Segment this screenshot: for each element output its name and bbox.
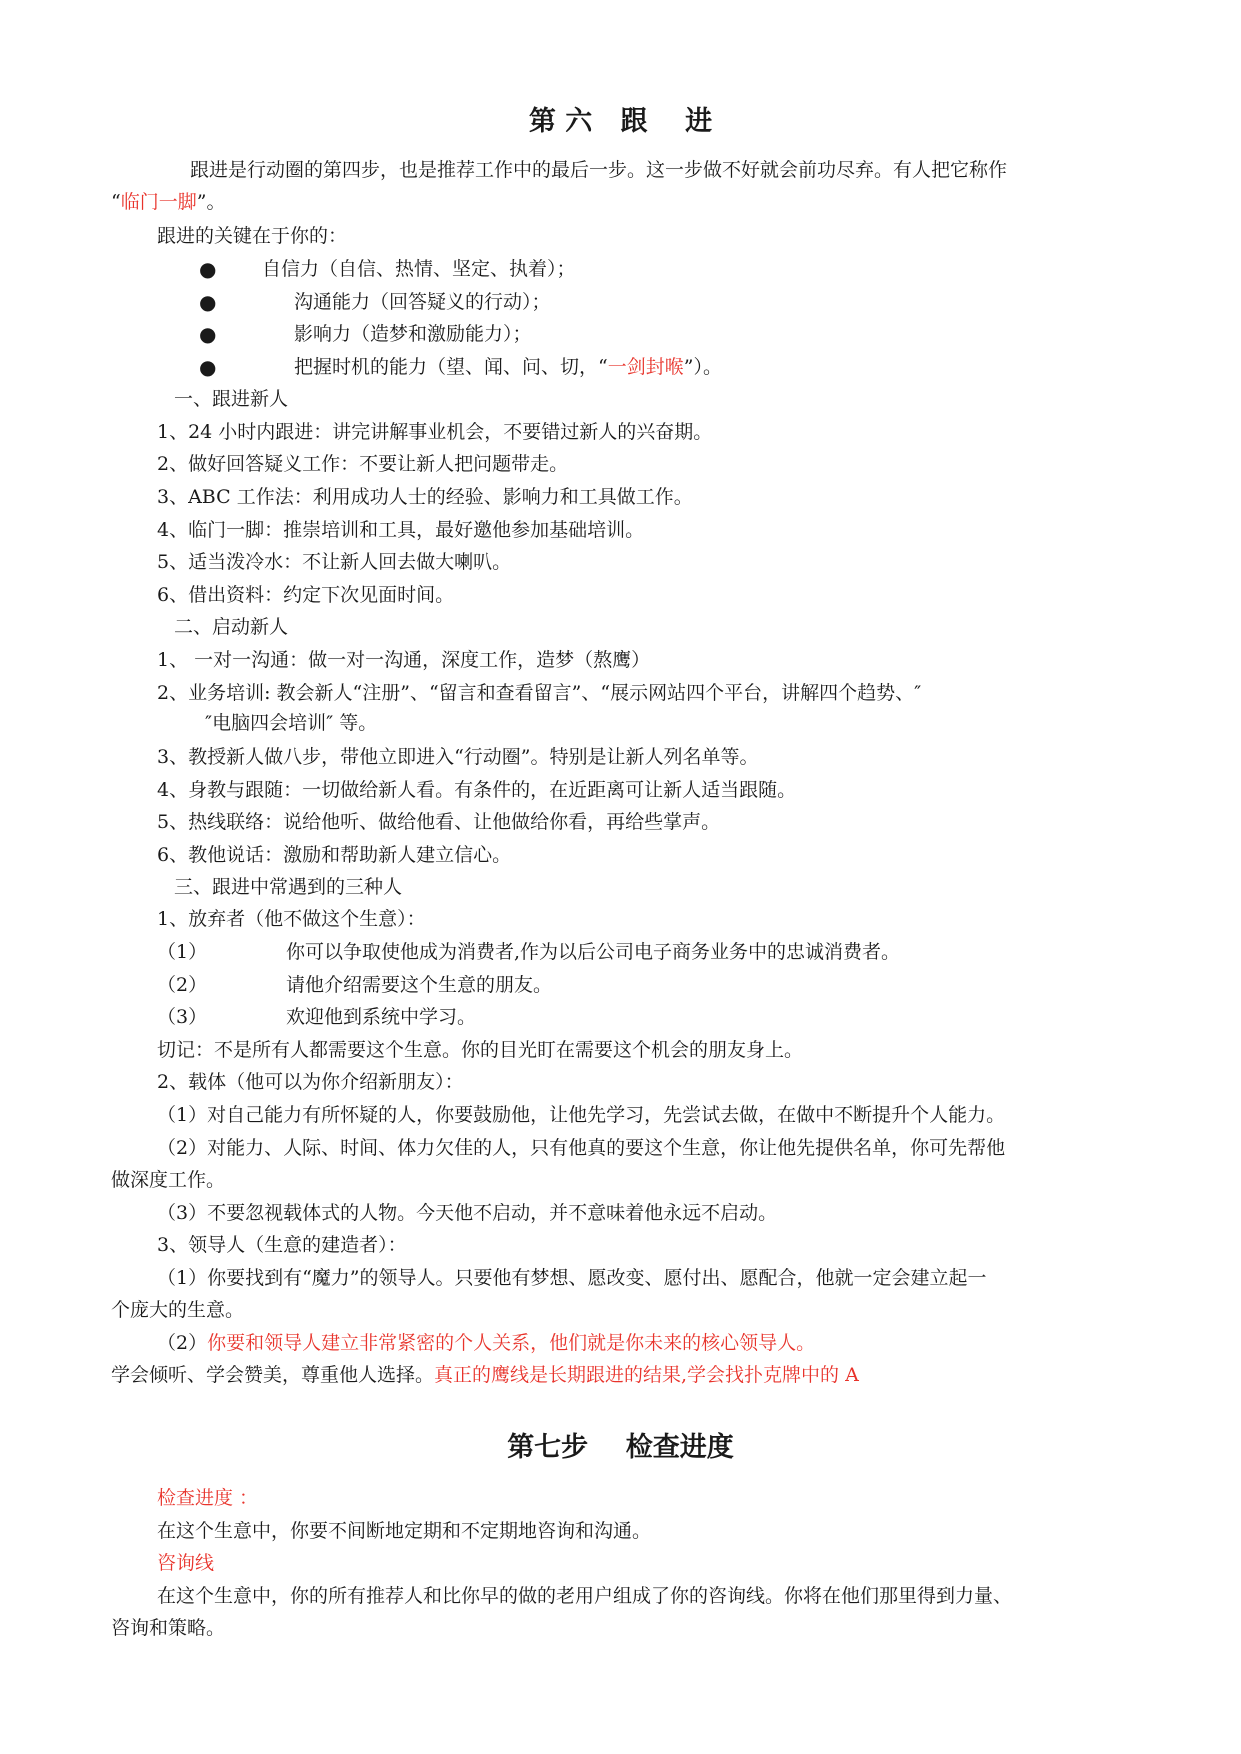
bullet-item: 沟通能力（回答疑义的行动）； [294,291,551,313]
list-item: 4、临门一脚：推崇培训和工具，最好邀他参加基础培训。 [157,519,645,541]
consult-line-text-continued: 咨询和策略。 [111,1617,226,1639]
list-item: 1、 一对一沟通：做一对一沟通，深度工作，造梦（熬鹰） [157,649,651,671]
list-item: 6、教他说话：激励和帮助新人建立信心。 [157,844,512,866]
carrier-item: （1）对自己能力有所怀疑的人，你要鼓励他，让他先学习，先尝试去做，在做中不断提升个人能力。 [157,1104,1006,1126]
leader-item-continued: 个庞大的生意。 [111,1299,245,1321]
consult-line-text: 在这个生意中，你的所有推荐人和比你早的做的老用户组成了你的咨询线。你将在他们那里得到力量、 [157,1585,1013,1607]
leader-item-number: （2） [157,1332,208,1354]
list-item: 3、教授新人做八步，带他立即进入“行动圈”。特别是让新人列名单等。 [157,746,759,768]
quote-open: “ [111,191,121,213]
highlight-one-sword: 一剑封喉 [607,356,684,378]
sub-item-number: （2） [157,974,208,996]
sub-item-number: （1） [157,941,208,963]
list-item: 5、适当泼冷水：不让新人回去做大喇叭。 [157,551,512,573]
leader-heading: 3、领导人（生意的建造者）： [157,1234,407,1256]
part2-heading: 二、启动新人 [174,616,289,638]
quote-close: ”。 [196,191,226,213]
bullet-icon: ● [199,322,217,346]
leader-item: （1）你要找到有“魔力”的领导人。只要他有梦想、愿改变、愿付出、愿配合，他就一定会建立起一 [157,1267,987,1289]
leader-item [157,1331,815,1355]
carrier-item: （2）对能力、人际、时间、体力欠佳的人，只有他真的要这个生意，你让他先提供名单，你可先帮他 [157,1137,1006,1159]
section-title-check-progress: 第七步 检查进度 [507,1432,734,1463]
list-item: 4、身教与跟随：一切做给新人看。有条件的，在近距离可让新人适当跟随。 [157,779,797,801]
bullet-text: 把握时机的能力（望、闻、问、切，“ [294,356,608,378]
sub-item-text: 你可以争取使他成为消费者,作为以后公司电子商务业务中的忠诚消费者。 [286,941,901,963]
bullet-item: 自信力（自信、热情、坚定、执着）； [262,258,576,280]
part3-heading: 三、跟进中常遇到的三种人 [174,876,403,898]
carrier-heading: 2、载体（他可以为你介绍新朋友）： [157,1071,464,1093]
remember-note: 切记：不是所有人都需要这个生意。你的目光盯在需要这个机会的朋友身上。 [157,1039,804,1061]
bullet-item: 影响力（造梦和激励能力）； [294,323,532,345]
sub-item-number: （3） [157,1006,208,1028]
list-item-continued: ″电脑四会培训″ 等。 [205,712,378,734]
bullet-icon: ● [199,257,217,281]
quitter-heading: 1、放弃者（他不做这个生意）： [157,908,426,930]
list-item: 2、做好回答疑义工作：不要让新人把问题带走。 [157,453,569,475]
subheading-check-progress: 检查进度 ： [157,1487,259,1509]
sub-item-text: 请他介绍需要这个生意的朋友。 [286,974,553,996]
list-item: 5、热线联络：说给他听、做给他看、让他做给你看，再给些掌声。 [157,811,721,833]
bullet-icon: ● [199,355,217,379]
key-intro: 跟进的关键在于你的： [157,225,348,247]
list-item: 2、业务培训: 教会新人“注册”、“留言和查看留言”、“展示网站四个平台，讲解四个趋势、″ [157,682,922,704]
carrier-item-continued: 做深度工作。 [111,1169,226,1191]
closing-text: 学会倾听、学会赞美，尊重他人选择。 [111,1364,435,1386]
highlight-eagle-line: 真正的鹰线是长期跟进的结果,学会找扑克牌中的 A [434,1364,859,1386]
intro-line-2 [111,190,225,214]
section-title-follow-up: 第 六 跟 进 [528,106,713,137]
closing-line [111,1363,859,1387]
check-progress-text: 在这个生意中，你要不间断地定期和不定期地咨询和沟通。 [157,1520,652,1542]
list-item: 3、ABC 工作法：利用成功人士的经验、影响力和工具做工作。 [157,486,693,508]
bullet-text-end: ”）。 [683,356,722,378]
highlight-leader-relationship: 你要和领导人建立非常紧密的个人关系，他们就是你未来的核心领导人。 [207,1332,816,1354]
part1-heading: 一、跟进新人 [174,388,289,410]
intro-line-1: 跟进是行动圈的第四步，也是推荐工作中的最后一步。这一步做不好就会前功尽弃。有人把它称作 [190,159,1008,181]
bullet-item [294,355,722,379]
bullet-icon: ● [199,290,217,314]
highlight-last-kick: 临门一脚 [120,191,197,213]
subheading-consult-line: 咨询线 [157,1552,215,1574]
carrier-item: （3）不要忽视载体式的人物。今天他不启动，并不意味着他永远不启动。 [157,1202,778,1224]
sub-item-text: 欢迎他到系统中学习。 [286,1006,477,1028]
list-item: 1、24 小时内跟进：讲完讲解事业机会，不要错过新人的兴奋期。 [157,421,713,443]
list-item: 6、借出资料：约定下次见面时间。 [157,584,455,606]
